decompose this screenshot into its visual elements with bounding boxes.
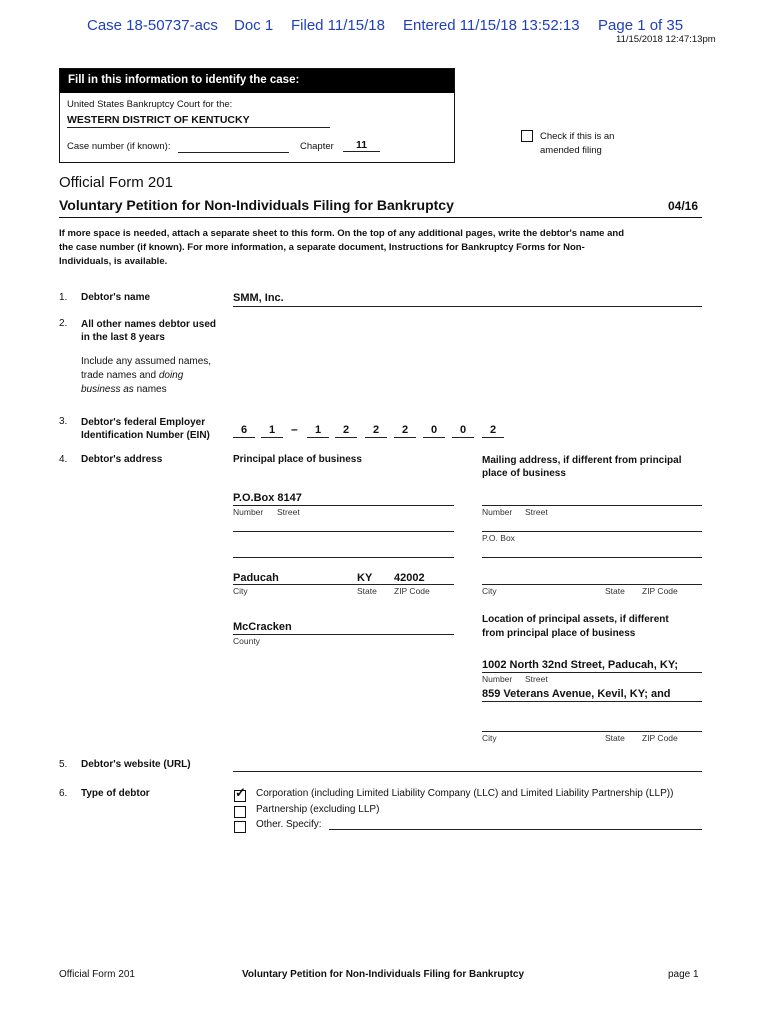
banner-doc: Doc 1 bbox=[234, 17, 274, 34]
case-number-label: Case number (if known): bbox=[67, 141, 171, 152]
mailing-city-label: City bbox=[482, 586, 497, 596]
banner-case: Case 18-50737-acs bbox=[87, 17, 218, 34]
mailing-city-line[interactable] bbox=[482, 584, 702, 585]
q5-label: Debtor's website (URL) bbox=[81, 759, 191, 770]
banner-entered: Entered 11/15/18 13:52:13 bbox=[403, 17, 580, 34]
q3-label-line-1: Debtor's federal Employer bbox=[81, 417, 206, 428]
location-city-line[interactable] bbox=[482, 731, 702, 732]
court-label: United States Bankruptcy Court for the: bbox=[67, 99, 233, 110]
mailing-street-label: Street bbox=[525, 507, 548, 517]
footer-form-label: Official Form 201 bbox=[59, 969, 135, 980]
q3-number: 3. bbox=[59, 416, 68, 427]
instructions-line-2: the case number (if known). For more information, a separate document, Instructions for Bankruptcy Forms for Non- bbox=[59, 242, 585, 253]
ein-digit[interactable]: 1 bbox=[307, 424, 329, 438]
q2-label bbox=[81, 318, 216, 344]
instructions-line-1: If more space is needed, attach a separate sheet to this form. On the top of any additional pages, write the debtor's name and bbox=[59, 228, 624, 239]
corporation-option-label: Corporation (including Limited Liability Company (LLC) and Limited Liability Partnership (LLP)) bbox=[256, 788, 674, 799]
amended-label-2: amended filing bbox=[540, 145, 602, 156]
instructions bbox=[59, 227, 624, 269]
website-field[interactable] bbox=[233, 760, 702, 772]
chapter-field[interactable]: 11 bbox=[343, 139, 380, 152]
q1-label: Debtor's name bbox=[81, 292, 151, 303]
mailing-header-line-1: Mailing address, if different from principal bbox=[482, 455, 682, 466]
location-street-field-2[interactable]: 859 Veterans Avenue, Kevil, KY; and bbox=[482, 688, 702, 702]
debtor-name-field[interactable]: SMM, Inc. bbox=[233, 292, 702, 307]
location-zip-label: ZIP Code bbox=[642, 733, 678, 743]
q2-help-2a: trade names and bbox=[81, 370, 159, 381]
principal-city-label: City bbox=[233, 586, 248, 596]
case-number-field[interactable] bbox=[178, 140, 289, 153]
banner-timestamp: 11/15/2018 12:47:13pm bbox=[616, 34, 716, 45]
location-city-label: City bbox=[482, 733, 497, 743]
q4-number: 4. bbox=[59, 454, 68, 465]
mailing-state-label: State bbox=[605, 586, 625, 596]
mailing-header-line-2: place of business bbox=[482, 468, 566, 479]
other-specify-field[interactable] bbox=[329, 829, 702, 830]
q2-help-line-1: Include any assumed names, bbox=[81, 356, 212, 367]
amended-checkbox[interactable] bbox=[521, 130, 533, 142]
banner-page: Page 1 of 35 bbox=[598, 17, 684, 34]
location-number-label: Number bbox=[482, 674, 513, 684]
amended-label-1: Check if this is an bbox=[540, 131, 615, 142]
ein-digit[interactable]: 0 bbox=[423, 424, 445, 438]
principal-zip-label: ZIP Code bbox=[394, 586, 430, 596]
principal-city-line bbox=[233, 584, 454, 585]
principal-state[interactable]: KY bbox=[357, 572, 373, 584]
principal-number-label: Number bbox=[233, 507, 264, 517]
county-label: County bbox=[233, 636, 260, 646]
county-field[interactable]: McCracken bbox=[233, 621, 454, 635]
location-street-field-1[interactable]: 1002 North 32nd Street, Paducah, KY; bbox=[482, 659, 702, 673]
q4-label: Debtor's address bbox=[81, 454, 163, 465]
q6-number: 6. bbox=[59, 788, 68, 799]
footer-page-number: page 1 bbox=[668, 969, 699, 980]
location-state-label: State bbox=[605, 733, 625, 743]
q2-number: 2. bbox=[59, 318, 68, 329]
ein-digit[interactable]: 2 bbox=[335, 424, 357, 438]
partnership-option-label: Partnership (excluding LLP) bbox=[256, 804, 380, 815]
mailing-line-3[interactable] bbox=[482, 557, 702, 558]
principal-street-field[interactable]: P.O.Box 8147 bbox=[233, 492, 454, 506]
location-header bbox=[482, 613, 669, 641]
official-form-label: Official Form 201 bbox=[59, 174, 173, 191]
mailing-po-box-line[interactable] bbox=[482, 531, 702, 532]
q2-label-line-2: in the last 8 years bbox=[81, 332, 165, 343]
banner-filed: Filed 11/15/18 bbox=[291, 17, 385, 34]
ein-dash: – bbox=[291, 422, 298, 436]
other-checkbox[interactable] bbox=[234, 821, 246, 833]
principal-header: Principal place of business bbox=[233, 454, 362, 465]
q2-help-3a: business as bbox=[81, 384, 134, 395]
q5-number: 5. bbox=[59, 759, 68, 770]
q2-help-line-3 bbox=[81, 383, 211, 397]
ein-digit[interactable]: 2 bbox=[482, 424, 504, 438]
mailing-zip-label: ZIP Code bbox=[642, 586, 678, 596]
location-header-line-1: Location of principal assets, if different bbox=[482, 614, 669, 625]
footer-title: Voluntary Petition for Non-Individuals Filing for Bankruptcy bbox=[242, 969, 525, 980]
mailing-street-line[interactable] bbox=[482, 505, 702, 506]
principal-street-label: Street bbox=[277, 507, 300, 517]
ein-digit[interactable]: 2 bbox=[394, 424, 416, 438]
principal-state-label: State bbox=[357, 586, 377, 596]
principal-zip[interactable]: 42002 bbox=[394, 572, 425, 584]
q3-label bbox=[81, 416, 210, 442]
location-header-line-2: from principal place of business bbox=[482, 628, 636, 639]
principal-street-line-2[interactable] bbox=[233, 531, 454, 532]
partnership-checkbox[interactable] bbox=[234, 806, 246, 818]
mailing-header bbox=[482, 454, 681, 480]
q2-help bbox=[81, 355, 211, 397]
q2-help-3b: names bbox=[133, 384, 167, 395]
q2-help-2b: doing bbox=[158, 370, 184, 381]
mailing-po-box-label: P.O. Box bbox=[482, 533, 515, 543]
ein-digit[interactable]: 2 bbox=[365, 424, 387, 438]
q1-number: 1. bbox=[59, 292, 68, 303]
district-field[interactable]: WESTERN DISTRICT OF KENTUCKY bbox=[67, 114, 330, 128]
mailing-number-label: Number bbox=[482, 507, 513, 517]
q6-label: Type of debtor bbox=[81, 788, 150, 799]
identify-header: Fill in this information to identify the case: bbox=[60, 69, 454, 93]
q3-label-line-2: Identification Number (EIN) bbox=[81, 430, 210, 441]
principal-city[interactable]: Paducah bbox=[233, 572, 279, 584]
chapter-label: Chapter bbox=[300, 141, 334, 152]
form-revision: 04/16 bbox=[668, 199, 699, 213]
corporation-checkbox[interactable] bbox=[234, 785, 246, 802]
principal-street-line-3[interactable] bbox=[233, 557, 454, 558]
check-mark-icon: ✓ bbox=[235, 785, 246, 800]
other-option-label: Other. Specify: bbox=[256, 819, 322, 830]
ein-digit[interactable]: 0 bbox=[452, 424, 474, 438]
instructions-line-3: Individuals, is available. bbox=[59, 256, 168, 267]
ein-digit[interactable]: 6 bbox=[233, 424, 255, 438]
form-title: Voluntary Petition for Non-Individuals Filing for Bankruptcy bbox=[59, 197, 454, 213]
q2-help-line-2 bbox=[81, 369, 211, 383]
title-divider bbox=[59, 217, 702, 218]
ein-digit[interactable]: 1 bbox=[261, 424, 283, 438]
q2-label-line-1: All other names debtor used bbox=[81, 319, 217, 330]
location-street-label: Street bbox=[525, 674, 548, 684]
